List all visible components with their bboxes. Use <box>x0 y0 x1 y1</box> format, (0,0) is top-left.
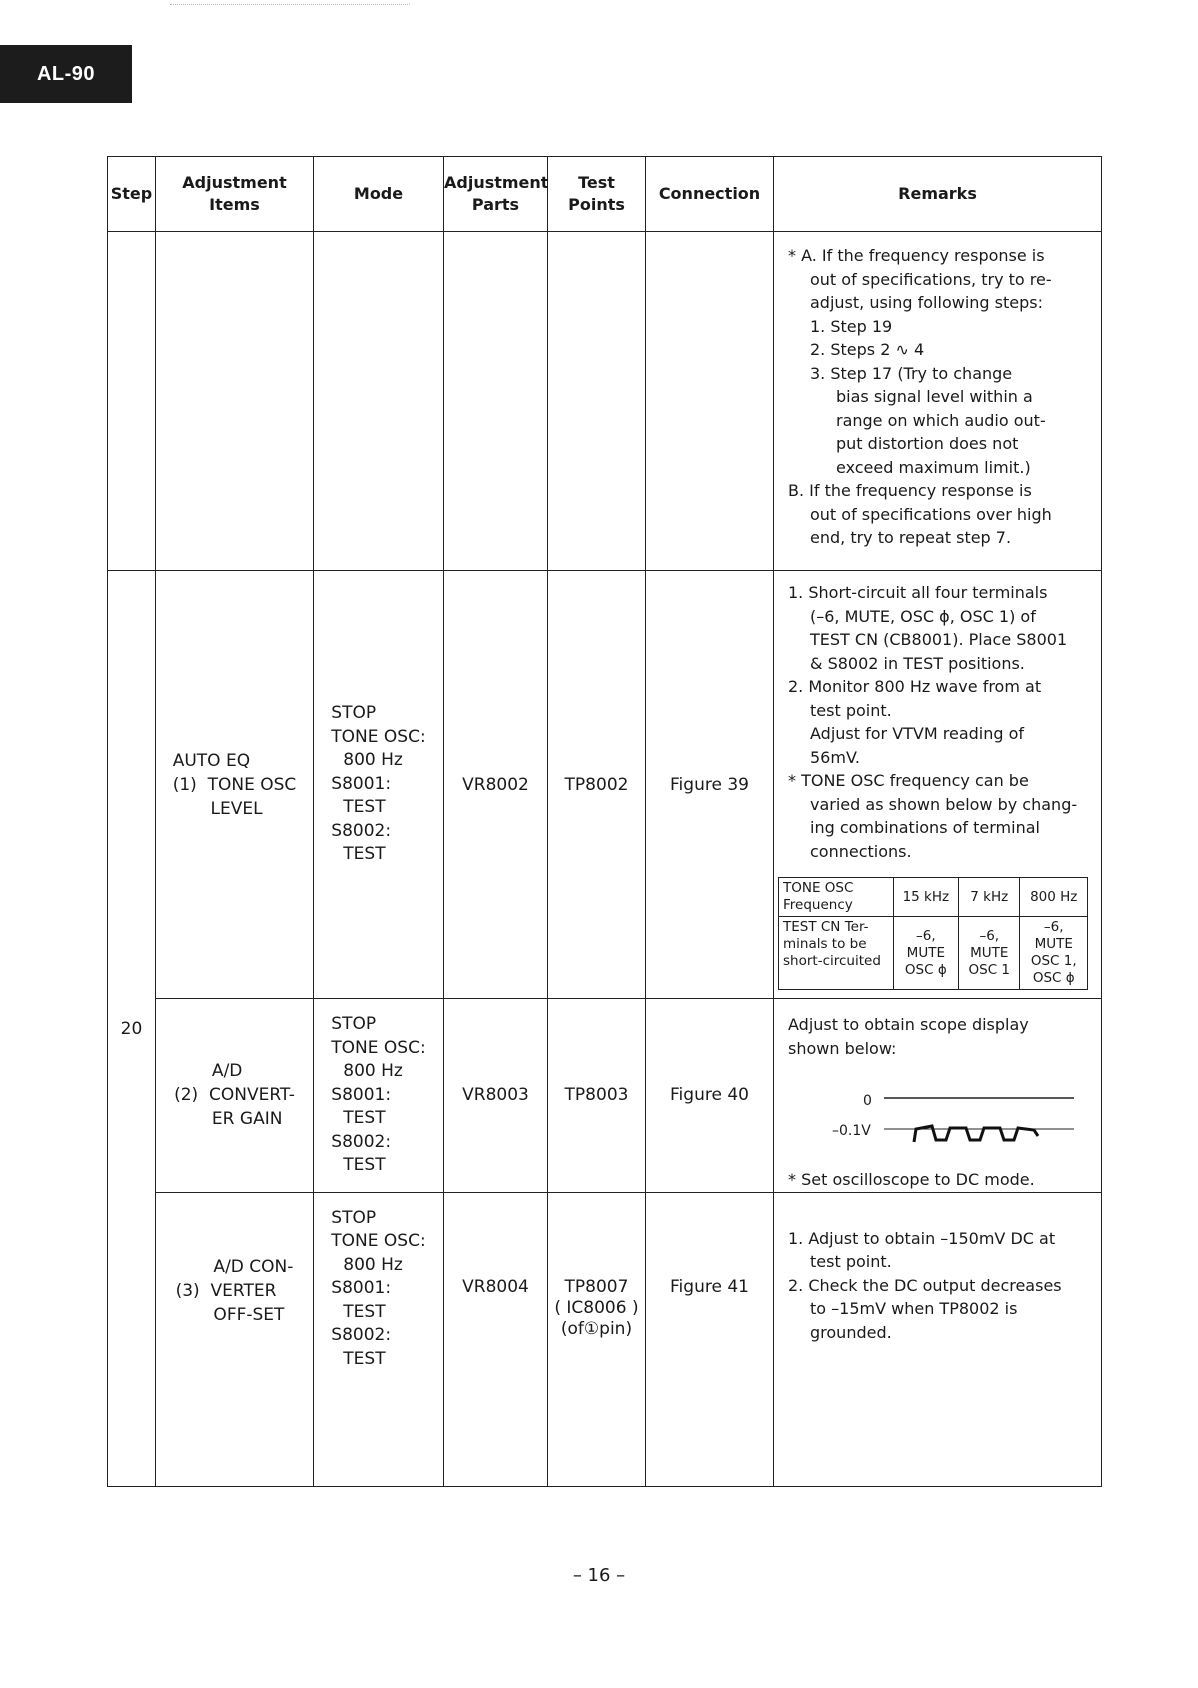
col-step: Step <box>108 157 156 232</box>
osc-terminal-label: TEST CN Ter- minals to be short-circuited <box>779 917 894 990</box>
adjustment-item: AUTO EQ (1) TONE OSC LEVEL <box>156 571 314 999</box>
col-remarks: Remarks <box>774 157 1102 232</box>
table-row-step20-ad-offset <box>108 1192 1102 1487</box>
step20-remarks: 1. Short-circuit all four terminals (–6, MUTE, OSC ϕ, OSC 1) of TEST CN (CB8001). Place S8001 & S8002 in TEST positions. 2. Monitor 800 Hz wave from at test point. Adjust for VTVM reading of 56mV. * TONE OSC frequency can be varied as shown below by chang- ing combinations of terminal connections. TONE OSC Frequency 15 kHz 7 kHz 800 Hz TEST CN Ter- minals to be short-circuited –6, MUTE OSC ϕ –6, MUTE OSC 1 –6, MUTE OSC 1, OSC ϕ <box>774 571 1102 999</box>
page-number: – 16 – <box>572 1565 626 1586</box>
model-badge: AL-90 <box>0 45 132 103</box>
ad-offset-remarks: 1. Adjust to obtain –150mV DC at test point. 2. Check the DC output decreases to –15mV when TP8002 is grounded. <box>774 1192 1102 1487</box>
osc-terminal-row <box>779 917 1088 990</box>
mode-cell: STOP TONE OSC: 800 Hz S8001: TEST S8002: TEST <box>314 1192 444 1487</box>
mode-cell: STOP TONE OSC: 800 Hz S8001: TEST S8002: TEST <box>314 571 444 999</box>
adjustment-part: VR8004 <box>444 1192 548 1487</box>
continuation-remarks: * A. If the frequency response is out of specifications, try to re- adjust, using following steps: 1. Step 19 2. Steps 2 ∿ 4 3. Step 17 (Try to change bias signal level within a range on which audio out- put distortion does not exceed maximum limit.) B. If the frequency response is out of specifications over high end, try to repeat step 7. <box>774 232 1102 571</box>
adjustment-part: VR8003 <box>444 999 548 1193</box>
table-row-step20-tone-osc <box>108 571 1102 999</box>
col-mode: Mode <box>314 157 444 232</box>
connection: Figure 41 <box>646 1192 774 1487</box>
osc-freq-label: TONE OSC Frequency <box>779 878 894 917</box>
osc-freq-cell: 800 Hz <box>1020 878 1088 917</box>
test-point: TP8002 <box>548 571 646 999</box>
col-adjustment-parts: Adjustment Parts <box>444 157 548 232</box>
col-adjustment-items: Adjustment Items <box>156 157 314 232</box>
scope-waveform <box>884 1084 1084 1146</box>
osc-terminal-cell: –6, MUTE OSC 1 <box>959 917 1020 990</box>
scope-display <box>788 1084 1089 1164</box>
scope-zero-label: 0 <box>863 1093 872 1109</box>
adjustment-part: VR8002 <box>444 571 548 999</box>
step-number: 20 <box>108 571 156 1487</box>
scope-level-label: –0.1V <box>832 1123 871 1139</box>
ad-gain-remarks: Adjust to obtain scope display shown below: 0 –0.1V * Set oscilloscope to DC mode. <box>774 999 1102 1193</box>
test-point: TP8007 ( IC8006 ) (of①pin) <box>548 1192 646 1487</box>
osc-terminal-cell: –6, MUTE OSC ϕ <box>893 917 958 990</box>
osc-freq-cell: 7 kHz <box>959 878 1020 917</box>
col-connection: Connection <box>646 157 774 232</box>
table-row-continuation <box>108 232 1102 571</box>
tone-osc-table <box>778 877 1088 990</box>
table-header-row <box>108 157 1102 232</box>
table-row-step20-ad-gain <box>108 999 1102 1193</box>
osc-freq-cell: 15 kHz <box>893 878 958 917</box>
osc-terminal-cell: –6, MUTE OSC 1, OSC ϕ <box>1020 917 1088 990</box>
adjustment-item: A/D CON- (3) VERTER OFF-SET <box>156 1192 314 1487</box>
mode-cell: STOP TONE OSC: 800 Hz S8001: TEST S8002: TEST <box>314 999 444 1193</box>
top-edge-rule <box>170 4 410 5</box>
test-point: TP8003 <box>548 999 646 1193</box>
connection: Figure 40 <box>646 999 774 1193</box>
col-test-points: Test Points <box>548 157 646 232</box>
connection: Figure 39 <box>646 571 774 999</box>
osc-freq-row <box>779 878 1088 917</box>
adjustment-item: A/D (2) CONVERT- ER GAIN <box>156 999 314 1193</box>
adjustment-table <box>107 156 1102 1487</box>
